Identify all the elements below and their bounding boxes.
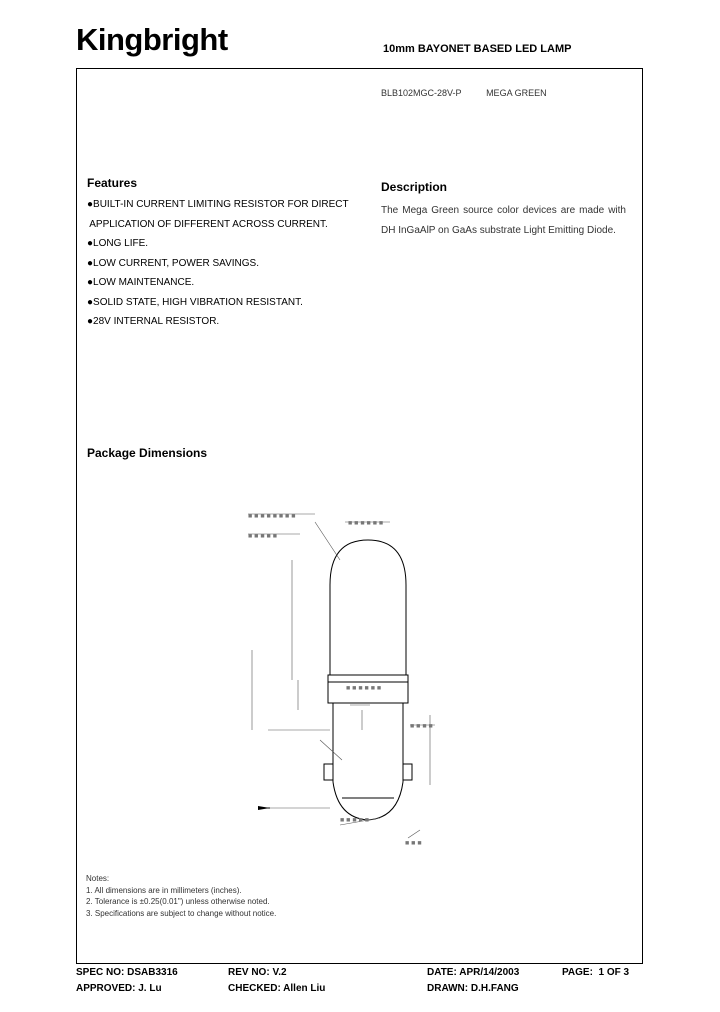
- page-number: PAGE: 1 OF 3: [562, 967, 630, 978]
- feature-item: ●28V INTERNAL RESISTOR.: [87, 316, 220, 327]
- note-item: 2. Tolerance is ±0.25(0.01") unless otherwise noted.: [86, 897, 270, 906]
- feature-item: ●BUILT-IN CURRENT LIMITING RESISTOR FOR DIRECT: [87, 199, 349, 210]
- bayonet-pin-right: [403, 764, 412, 780]
- part-number: BLB102MGC-28V-P: [381, 88, 462, 98]
- svg-text:■ ■ ■ ■ ■ ■ ■ ■: ■ ■ ■ ■ ■ ■ ■ ■: [248, 513, 296, 520]
- package-dimensions-drawing: [230, 500, 460, 860]
- document-date: DATE: APR/14/2003: [427, 967, 520, 978]
- checked-by: CHECKED: Allen Liu: [228, 983, 326, 994]
- footer-rule: [76, 963, 643, 964]
- part-color: MEGA GREEN: [486, 88, 547, 98]
- description-text: The Mega Green source color devices are made with DH InGaAlP on GaAs substrate Light Emitting Diode.: [381, 205, 626, 236]
- header-rule: [76, 68, 643, 69]
- feature-item: APPLICATION OF DIFFERENT ACROSS CURRENT.: [87, 218, 328, 230]
- bayonet-pin-left: [324, 764, 333, 780]
- features-list: [87, 195, 377, 332]
- svg-text:■ ■ ■ ■: ■ ■ ■ ■: [410, 723, 433, 730]
- svg-text:■ ■ ■: ■ ■ ■: [405, 840, 422, 847]
- part-info: [381, 88, 569, 98]
- spec-number: SPEC NO: DSAB3316: [76, 967, 178, 978]
- svg-text:■ ■ ■ ■ ■ ■: ■ ■ ■ ■ ■ ■: [348, 520, 384, 527]
- feature-item: ●LOW MAINTENANCE.: [87, 277, 195, 288]
- note-item: 1. All dimensions are in millimeters (inches).: [86, 885, 242, 895]
- svg-text:■ ■ ■ ■ ■ ■: ■ ■ ■ ■ ■ ■: [346, 685, 382, 692]
- document-title: 10mm BAYONET BASED LED LAMP: [383, 43, 572, 55]
- contact-tip: [333, 782, 403, 820]
- description-heading: Description: [381, 180, 448, 194]
- led-dome-outline: [330, 540, 406, 675]
- approved-by: APPROVED: J. Lu: [76, 983, 162, 994]
- kingbright-logo: Kingbright: [76, 22, 228, 57]
- feature-item: ●SOLID STATE, HIGH VIBRATION RESISTANT.: [87, 296, 303, 308]
- svg-text:■ ■ ■ ■ ■: ■ ■ ■ ■ ■: [340, 817, 369, 824]
- revision-number: REV NO: V.2: [228, 967, 287, 978]
- drawn-by: DRAWN: D.H.FANG: [427, 983, 519, 994]
- svg-text:■ ■ ■ ■ ■: ■ ■ ■ ■ ■: [248, 533, 277, 540]
- frame-left-border: [76, 68, 77, 963]
- frame-right-border: [642, 68, 643, 963]
- notes-block: [86, 873, 276, 919]
- features-heading: Features: [87, 176, 138, 190]
- note-item: 3. Specifications are subject to change without notice.: [86, 908, 277, 918]
- notes-heading: Notes:: [86, 874, 110, 883]
- feature-item: ●LOW CURRENT, POWER SAVINGS.: [87, 257, 259, 269]
- feature-item: ●LONG LIFE.: [87, 238, 149, 249]
- package-dimensions-heading: Package Dimensions: [87, 446, 208, 460]
